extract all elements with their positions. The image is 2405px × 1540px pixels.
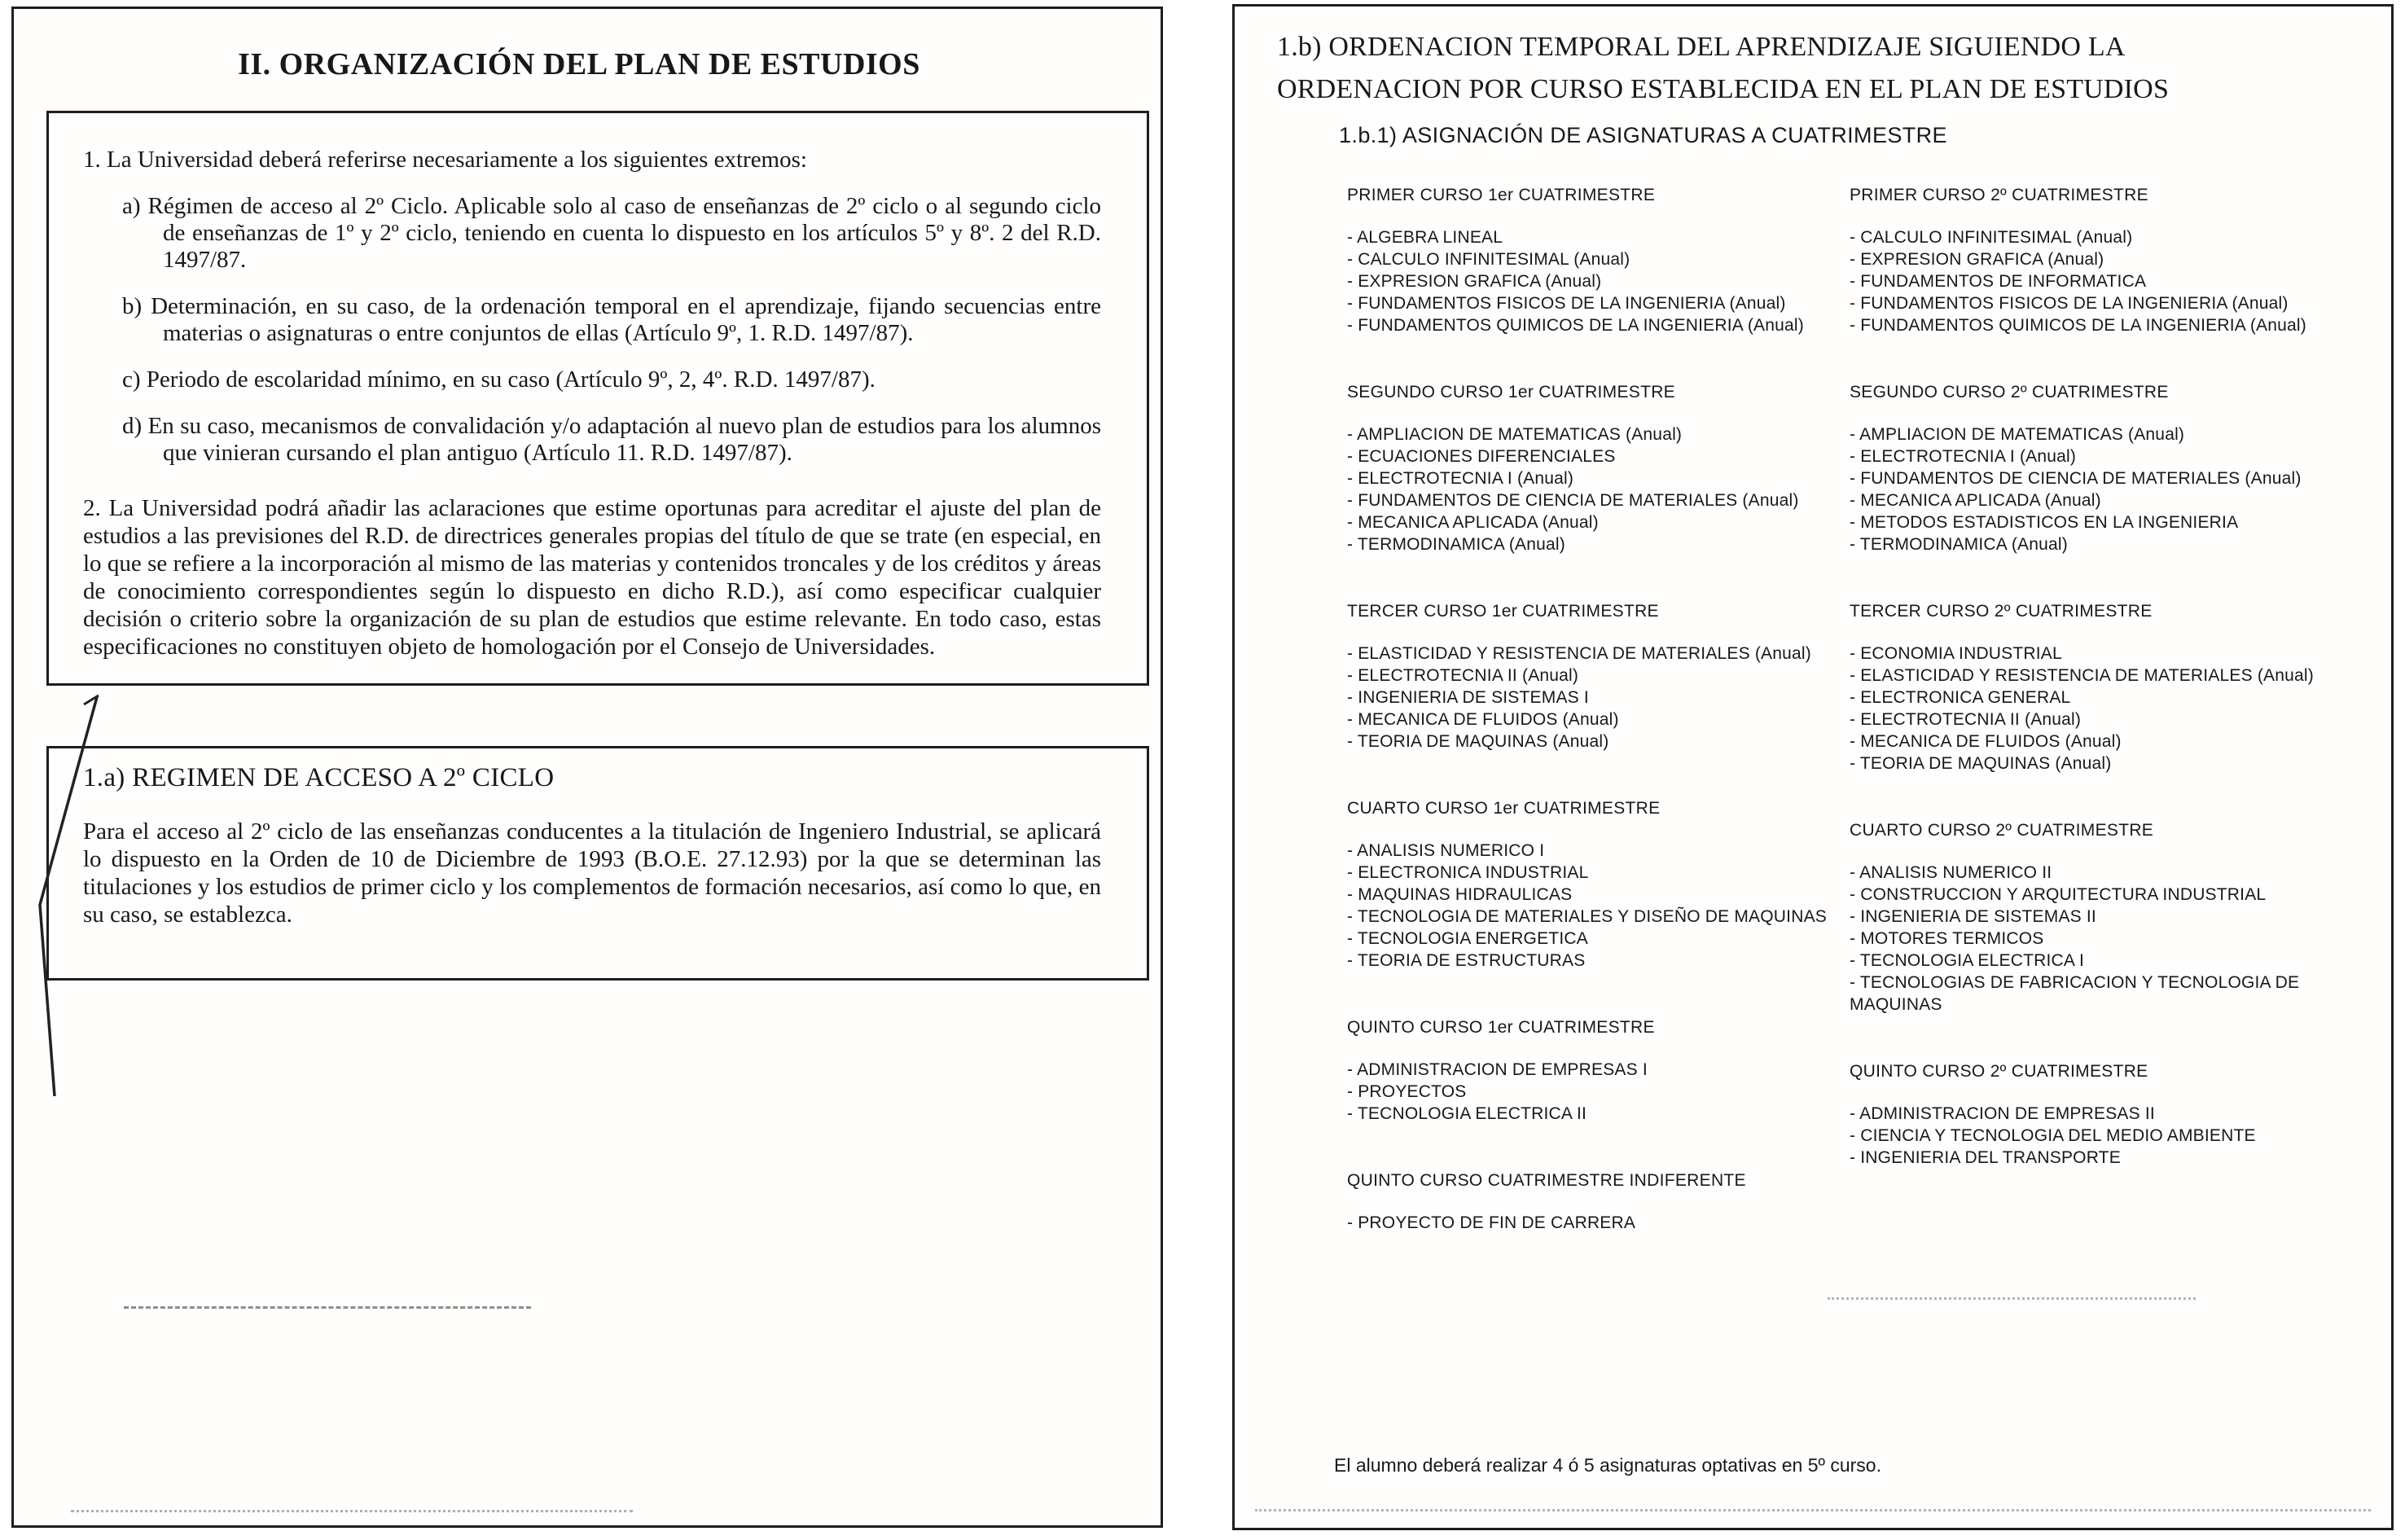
course-item: - TECNOLOGIA ENERGETICA <box>1347 929 1588 948</box>
course-section <box>1850 381 2338 555</box>
page-title: II. ORGANIZACIÓN DEL PLAN DE ESTUDIOS <box>238 47 920 81</box>
course-item: - MAQUINAS HIDRAULICAS <box>1347 885 1573 904</box>
course-item: - FUNDAMENTOS DE CIENCIA DE MATERIALES (Anual) <box>1347 491 1799 510</box>
course-item: - ALGEBRA LINEAL <box>1347 228 1503 247</box>
scan-noise-dots <box>1828 1297 2196 1300</box>
course-item: - CIENCIA Y TECNOLOGIA DEL MEDIO AMBIENTE <box>1850 1126 2256 1145</box>
course-item-list <box>1347 840 1836 972</box>
paragraph-1: 1. La Universidad deberá referirse necesariamente a los siguientes extremos: <box>83 147 807 173</box>
first-quarter-column <box>1347 184 1836 1279</box>
course-item: - MECANICA DE FLUIDOS (Anual) <box>1850 732 2122 751</box>
course-item: - TECNOLOGIA DE MATERIALES Y DISEÑO DE MAQUINAS <box>1347 907 1827 926</box>
left-page <box>11 7 1163 1528</box>
course-item: - EXPRESION GRAFICA (Anual) <box>1850 250 2104 269</box>
course-item: - METODOS ESTADISTICOS EN LA INGENIERIA <box>1850 513 2239 532</box>
course-item-list <box>1850 226 2338 336</box>
course-section <box>1850 184 2338 336</box>
course-item: - ECONOMIA INDUSTRIAL <box>1850 644 2062 663</box>
course-item-list <box>1347 226 1836 336</box>
course-item: - FUNDAMENTOS QUIMICOS DE LA INGENIERIA (Anual) <box>1347 316 1804 335</box>
course-heading: SEGUNDO CURSO 1er CUATRIMESTRE <box>1347 383 1675 401</box>
course-heading: CUARTO CURSO 2º CUATRIMESTRE <box>1850 821 2154 840</box>
section-1a-heading: 1.a) REGIMEN DE ACCESO A 2º CICLO <box>83 763 555 792</box>
course-section <box>1347 797 1836 972</box>
course-item: - FUNDAMENTOS QUIMICOS DE LA INGENIERIA (Anual) <box>1850 316 2306 335</box>
course-item: - ELECTROTECNIA I (Anual) <box>1347 469 1574 488</box>
course-section <box>1347 1169 1836 1234</box>
course-heading: SEGUNDO CURSO 2º CUATRIMESTRE <box>1850 383 2169 401</box>
course-item: - TEORIA DE MAQUINAS (Anual) <box>1850 754 2112 773</box>
course-section <box>1850 819 2338 1016</box>
course-item: - ELECTRONICA GENERAL <box>1850 688 2071 707</box>
course-item: - ELECTROTECNIA I (Anual) <box>1850 447 2077 466</box>
course-item: - TERMODINAMICA (Anual) <box>1850 535 2068 554</box>
course-item: - PROYECTO DE FIN DE CARRERA <box>1347 1213 1636 1232</box>
right-page <box>1232 4 2394 1530</box>
course-item: - CONSTRUCCION Y ARQUITECTURA INDUSTRIAL <box>1850 885 2267 904</box>
course-section <box>1850 600 2338 774</box>
course-item: - ADMINISTRACION DE EMPRESAS I <box>1347 1060 1648 1079</box>
course-item: - FUNDAMENTOS FISICOS DE LA INGENIERIA (Anual) <box>1850 294 2289 313</box>
course-section <box>1850 1060 2338 1169</box>
course-item: - AMPLIACION DE MATEMATICAS (Anual) <box>1347 425 1683 444</box>
course-item: - TEORIA DE MAQUINAS (Anual) <box>1347 732 1609 751</box>
course-heading: CUARTO CURSO 1er CUATRIMESTRE <box>1347 799 1661 818</box>
section-1a-box <box>46 746 1149 981</box>
course-item: - ELECTRONICA INDUSTRIAL <box>1347 863 1589 882</box>
course-item: - ELECTROTECNIA II (Anual) <box>1850 710 2082 729</box>
course-item: - ANALISIS NUMERICO I <box>1347 841 1545 860</box>
course-item: - INGENIERIA DEL TRANSPORTE <box>1850 1148 2121 1167</box>
course-item: - MECANICA APLICADA (Anual) <box>1850 491 2101 510</box>
course-item: - ANALISIS NUMERICO II <box>1850 863 2052 882</box>
course-item: - EXPRESION GRAFICA (Anual) <box>1347 272 1602 291</box>
footnote: El alumno deberá realizar 4 ó 5 asignaturas optativas en 5º curso. <box>1334 1454 1881 1476</box>
course-item: - ADMINISTRACION DE EMPRESAS II <box>1850 1104 2155 1123</box>
lettered-item: b) Determinación, en su caso, de la ordenación temporal en el aprendizaje, fijando secuencias entre materias o asignaturas o entre conjuntos de ellas (Artículo 9º, 1. R.D. 1497/87). <box>122 293 1101 346</box>
course-item: - CALCULO INFINITESIMAL (Anual) <box>1347 250 1630 269</box>
course-item-list <box>1850 1103 2338 1169</box>
scan-noise-dash <box>124 1306 531 1309</box>
course-item: - MECANICA DE FLUIDOS (Anual) <box>1347 710 1619 729</box>
course-item: - TECNOLOGIAS DE FABRICACION Y TECNOLOGIA DE MAQUINAS <box>1850 973 2300 1014</box>
course-heading: PRIMER CURSO 2º CUATRIMESTRE <box>1850 186 2148 204</box>
scan-noise-dots <box>71 1510 633 1512</box>
course-item: - FUNDAMENTOS DE INFORMATICA <box>1850 272 2147 291</box>
course-section <box>1347 184 1836 336</box>
section-1b1-heading: 1.b.1) ASIGNACIÓN DE ASIGNATURAS A CUATRIMESTRE <box>1339 123 1947 147</box>
course-item-list <box>1850 643 2338 774</box>
course-heading: QUINTO CURSO 1er CUATRIMESTRE <box>1347 1018 1655 1037</box>
course-section <box>1347 381 1836 555</box>
lettered-item: c) Periodo de escolaridad mínimo, en su caso (Artículo 9º, 2, 4º. R.D. 1497/87). <box>122 366 876 393</box>
course-section <box>1347 1016 1836 1125</box>
course-heading: QUINTO CURSO CUATRIMESTRE INDIFERENTE <box>1347 1171 1746 1190</box>
course-item: - PROYECTOS <box>1347 1082 1467 1101</box>
lettered-item-list <box>83 193 1101 467</box>
scan-noise-dots <box>1255 1509 2371 1511</box>
course-heading: PRIMER CURSO 1er CUATRIMESTRE <box>1347 186 1656 204</box>
course-item-list <box>1347 1212 1836 1234</box>
course-item: - MOTORES TERMICOS <box>1850 929 2044 948</box>
course-item-list <box>1850 862 2338 1016</box>
course-item-list <box>1347 423 1836 555</box>
course-item: - TECNOLOGIA ELECTRICA I <box>1850 951 2084 970</box>
course-item: - FUNDAMENTOS DE CIENCIA DE MATERIALES (Anual) <box>1850 469 2302 488</box>
lettered-item: a) Régimen de acceso al 2º Ciclo. Aplicable solo al caso de enseñanzas de 2º ciclo o al segundo ciclo de enseñanzas de 1º y 2º ciclo, teniendo en cuenta lo dispuesto en los artículos 5º y 8º. 2 del R.D. 1497/87. <box>122 193 1101 273</box>
semester-columns <box>1347 184 2338 1279</box>
course-heading: TERCER CURSO 2º CUATRIMESTRE <box>1850 602 2153 621</box>
course-heading: QUINTO CURSO 2º CUATRIMESTRE <box>1850 1062 2148 1081</box>
paragraph-2: 2. La Universidad podrá añadir las aclaraciones que estime oportunas para acreditar el ajuste del plan de estudios a las previsiones del R.D. de directrices generales propias del título de que se trate (en especial, en lo que se refiere a la incorporación al mismo de las materias y contenidos troncales y de los créditos y áreas de conocimiento correspondientes según lo dispuesto en dicho R.D.), así como especificar cualquier decisión o criterio sobre la organización de su plan de estudios que estime relevante. En todo caso, estas especificaciones no constituyen objeto de homologación por el Consejo de Universidades. <box>83 495 1101 660</box>
section-1a-body: Para el acceso al 2º ciclo de las enseñanzas conducentes a la titulación de Ingeniero Industrial, se aplicará lo dispuesto en la Orden de 10 de Diciembre de 1993 (B.O.E. 27.12.93) por la que se determinan las titulaciones y los estudios de primer ciclo y los complementos de formación necesarios, así como lo que, en su caso, se establezca. <box>83 818 1101 928</box>
course-item: - INGENIERIA DE SISTEMAS II <box>1850 907 2096 926</box>
course-item: - ELASTICIDAD Y RESISTENCIA DE MATERIALES (Anual) <box>1850 666 2314 685</box>
second-quarter-column <box>1850 184 2338 1213</box>
course-item: - AMPLIACION DE MATEMATICAS (Anual) <box>1850 425 2185 444</box>
course-item-list <box>1347 643 1836 752</box>
course-item: - TERMODINAMICA (Anual) <box>1347 535 1565 554</box>
course-item: - FUNDAMENTOS FISICOS DE LA INGENIERIA (Anual) <box>1347 294 1786 313</box>
general-requirements-box <box>46 111 1149 686</box>
course-item: - TECNOLOGIA ELECTRICA II <box>1347 1104 1587 1123</box>
course-item-list <box>1850 423 2338 555</box>
course-item: - TEORIA DE ESTRUCTURAS <box>1347 951 1586 970</box>
course-item: - ELASTICIDAD Y RESISTENCIA DE MATERIALES (Anual) <box>1347 644 1811 663</box>
course-section <box>1347 600 1836 752</box>
course-heading: TERCER CURSO 1er CUATRIMESTRE <box>1347 602 1659 621</box>
course-item: - MECANICA APLICADA (Anual) <box>1347 513 1599 532</box>
section-1b-heading: 1.b) ORDENACION TEMPORAL DEL APRENDIZAJE SIGUIENDO LA ORDENACION POR CURSO ESTABLECIDA EN EL PLAN DE ESTUDIOS <box>1277 32 2170 104</box>
course-item: - ECUACIONES DIFERENCIALES <box>1347 447 1616 466</box>
course-item-list <box>1347 1059 1836 1125</box>
course-item: - CALCULO INFINITESIMAL (Anual) <box>1850 228 2133 247</box>
course-item: - INGENIERIA DE SISTEMAS I <box>1347 688 1589 707</box>
lettered-item: d) En su caso, mecanismos de convalidación y/o adaptación al nuevo plan de estudios para los alumnos que vinieran cursando el plan antiguo (Artículo 11. R.D. 1497/87). <box>122 413 1101 466</box>
course-item: - ELECTROTECNIA II (Anual) <box>1347 666 1579 685</box>
